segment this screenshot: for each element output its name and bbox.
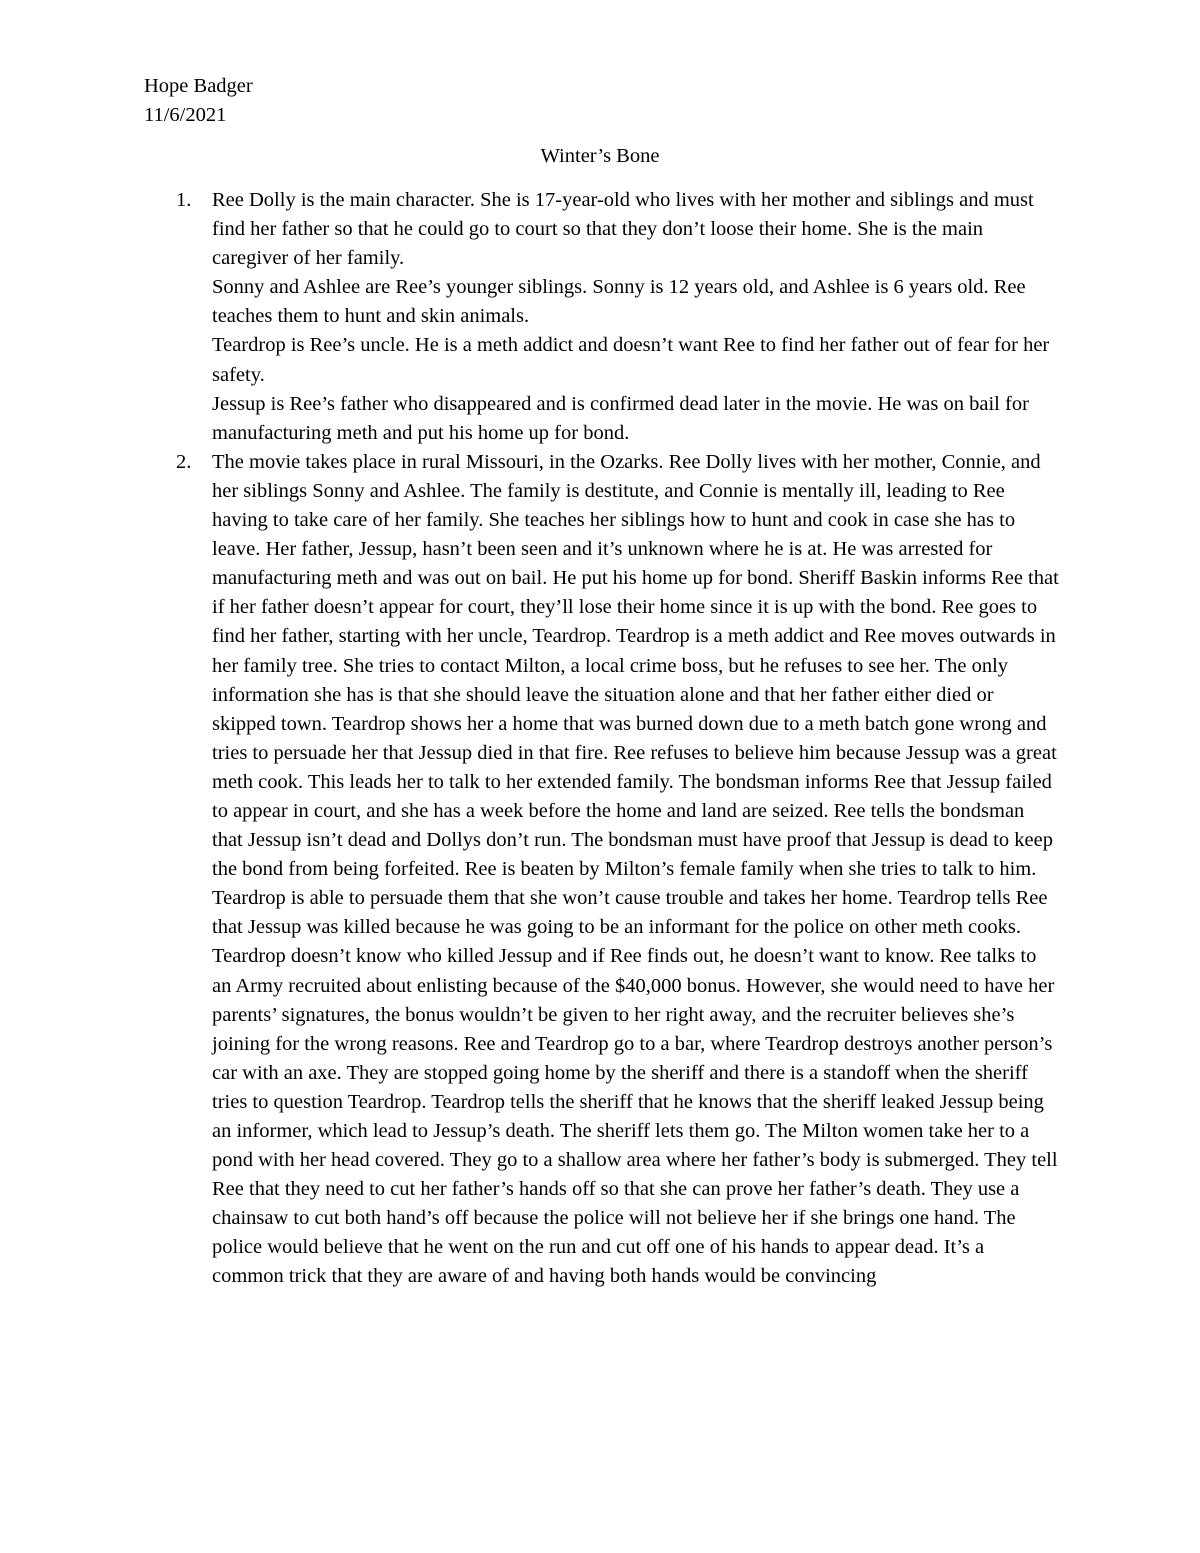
item-number: 1. — [176, 189, 192, 211]
paragraph: The movie takes place in rural Missouri, in the Ozarks. Ree Dolly lives with her mother, Connie, and her siblings Sonny and Ashlee. The family is destitute, and Connie is mentally ill, leading to Ree having to take care of her family. She teaches her siblings how to hunt and cook in case she has to leave. Her father, Jessup, hasn’t been seen and it’s unknown where he is at. He was arrested for manufacturing meth and was out on bail. He put his home up for bond. Sheriff Baskin informs Ree that if her father doesn’t appear for court, they’ll lose their home since it is up with the bond. Ree goes to find her father, starting with her uncle, Teardrop. Teardrop is a meth addict and Ree moves outwards in her family tree. She tries to contact Milton, a local crime boss, but he refuses to see her. The only information she has is that she should leave the situation alone and that her father either died or skipped town. Teardrop shows her a home that was burned down due to a meth batch gone wrong and tries to persuade her that Jessup died in that fire. Ree refuses to believe him because Jessup was a great meth cook. This leads her to talk to her extended family. The bondsman informs Ree that Jessup failed to appear in court, and she has a week before the home and land are seized. Ree tells the bondsman that Jessup isn’t dead and Dollys don’t run. The bondsman must have proof that Jessup is dead to keep the bond from being forfeited. Ree is beaten by Milton’s female family when she tries to talk to him. Teardrop is able to persuade them that she won’t cause trouble and takes her home. Teardrop tells Ree that Jessup was killed because he was going to be an informant for the police on other meth cooks. Teardrop doesn’t know who killed Jessup and if Ree finds out, he doesn’t want to know. Ree talks to an Army recruited about enlisting because of the $40,000 bonus. However, she would need to have her parents’ signatures, the bonus wouldn’t be given to her right away, and the recruiter believes she’s joining for the wrong reasons. Ree and Teardrop go to a bar, where Teardrop destroys another person’s car with an axe. They are stopped going home by the sheriff and there is a standoff when the sheriff tries to question Teardrop. Teardrop tells the sheriff that he knows that the sheriff leaked Jessup being an informer, which lead to Jessup’s death. The sheriff lets them go. The Milton women take her to a pond with her head covered. They go to a shallow area where her father’s body is submerged. They tell Ree that they need to cut her father’s hands off so that she can prove her father’s death. They use a chainsaw to cut both hand’s off because the police will not believe her if she brings one hand. The police would believe that he went on the run and cut off one of his hands to appear dead. It’s a common trick that they are aware of and having both hands would be convincing — [212, 450, 1059, 1288]
paragraph: Jessup is Ree’s father who disappeared and is confirmed dead later in the movie. He was on bail for manufacturing meth and put his home up for bond. — [212, 392, 1029, 444]
item-number: 2. — [176, 450, 192, 473]
document-title: Winter’s Bone — [540, 145, 660, 167]
author-name: Hope Badger — [144, 75, 253, 97]
paragraph: Teardrop is Ree’s uncle. He is a meth addict and doesn’t want Ree to find her father out of fear for her safety. — [212, 334, 1050, 386]
paragraph: Ree Dolly is the main character. She is 17-year-old who lives with her mother and siblings and must find her father so that he could go to court so that they don’t loose their home. She is the main caregiver of her family. — [212, 189, 1034, 270]
document-header — [144, 72, 1044, 130]
answer-list — [140, 186, 1060, 1292]
answer-item-2 — [140, 448, 1060, 1292]
document-date: 11/6/2021 — [144, 104, 227, 127]
paragraph: Sonny and Ashlee are Ree’s younger siblings. Sonny is 12 years old, and Ashlee is 6 years old. Ree teaches them to hunt and skin animals. — [212, 276, 1026, 328]
answer-item-1 — [140, 186, 1060, 448]
